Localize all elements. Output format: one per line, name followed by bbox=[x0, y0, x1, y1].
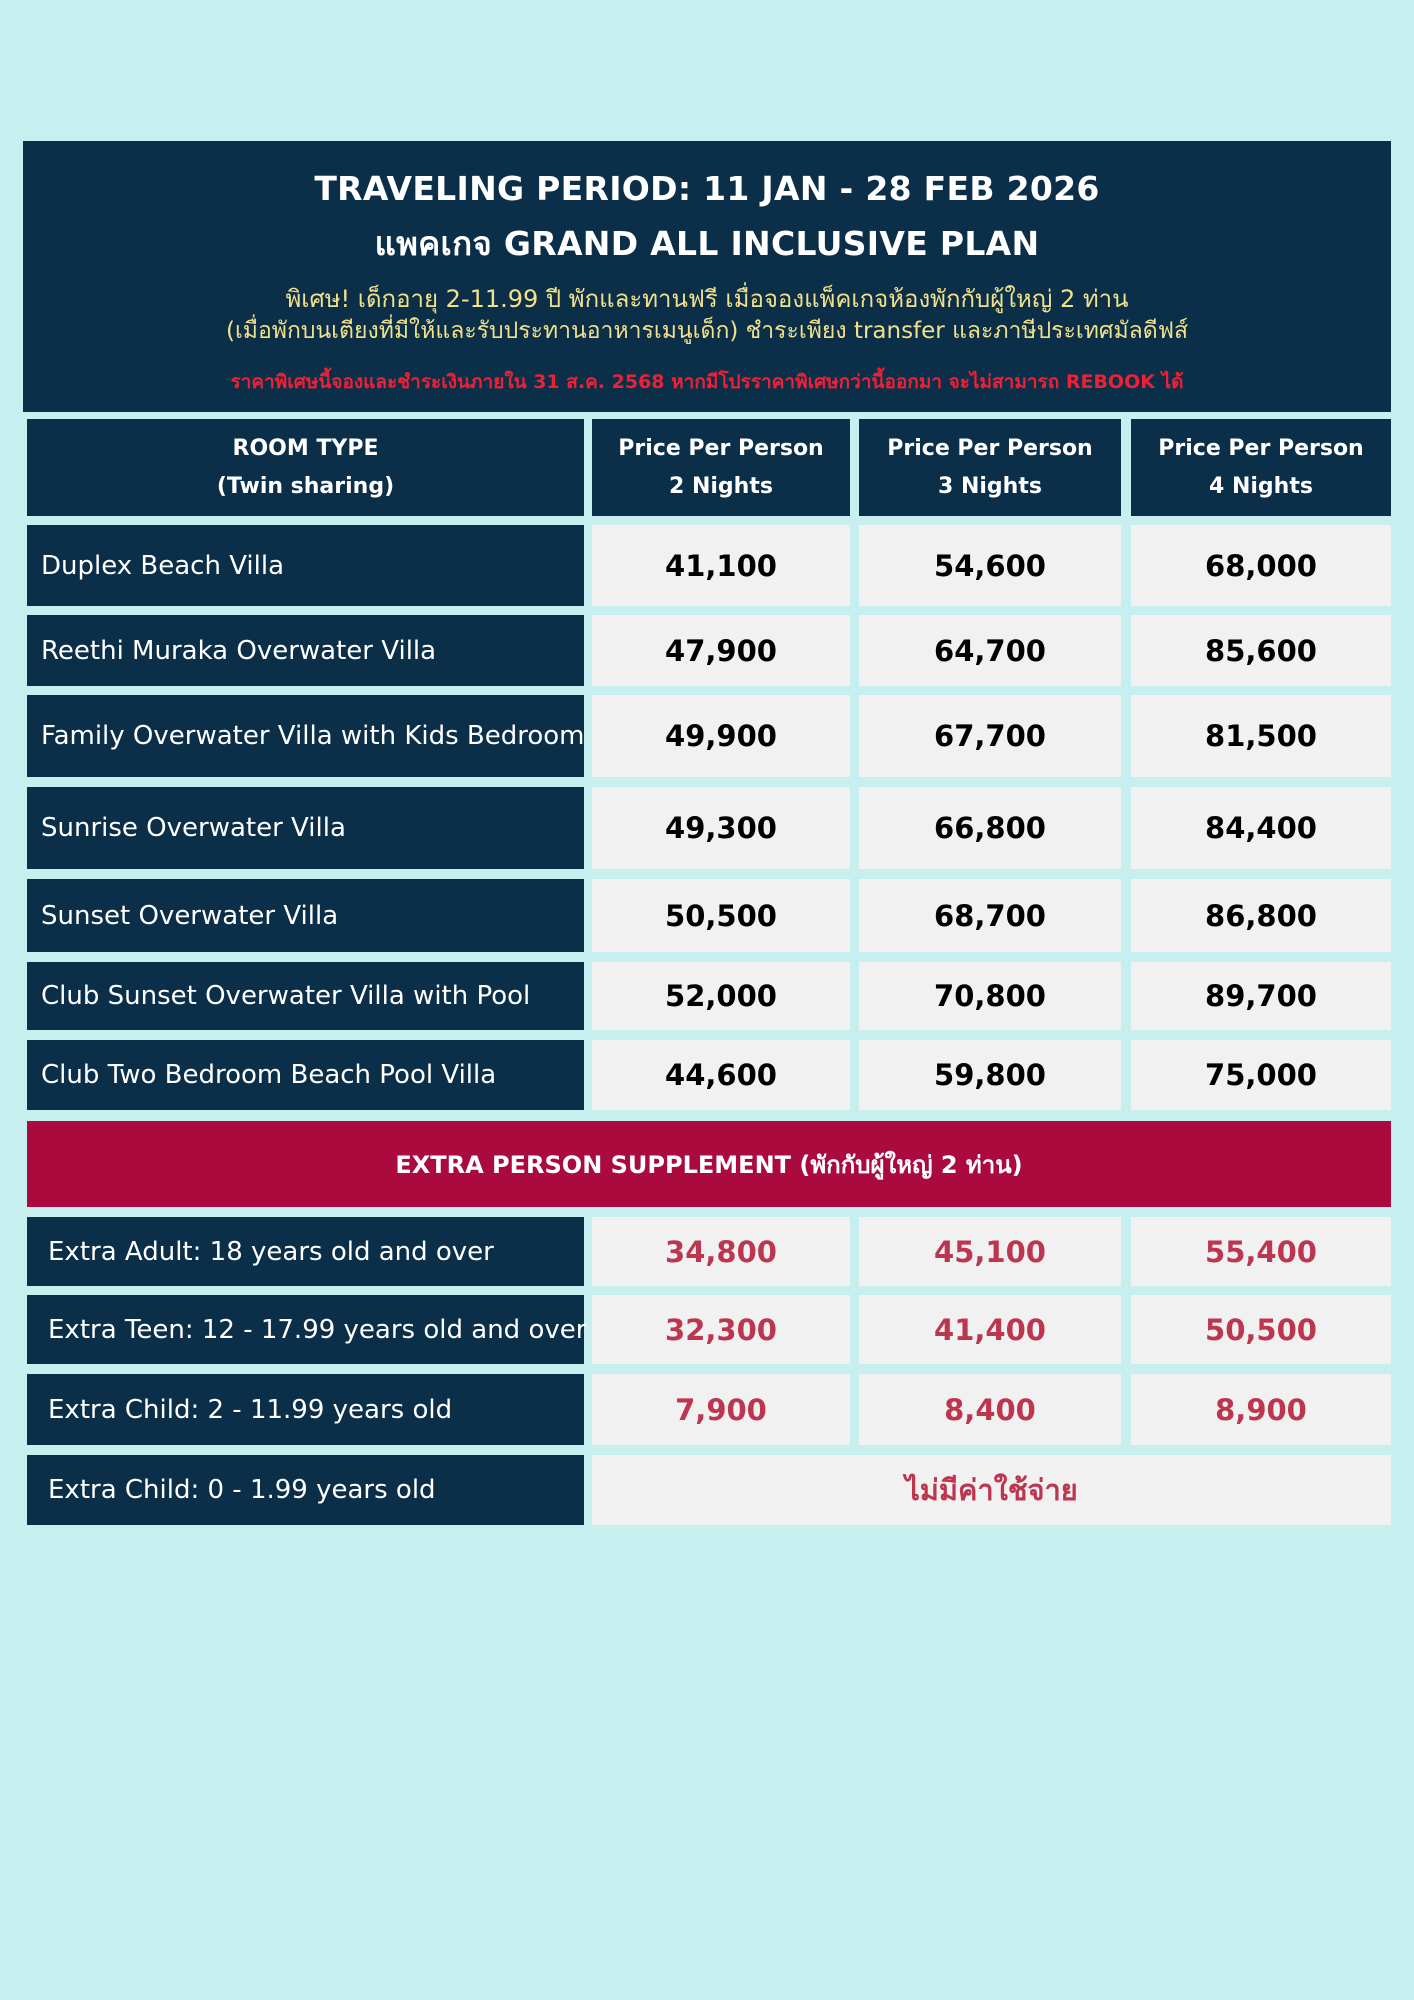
room-name: Reethi Muraka Overwater Villa bbox=[27, 615, 584, 686]
column-header-line2: 4 Nights bbox=[1209, 473, 1313, 499]
supplement-price-3-nights: 45,100 bbox=[859, 1217, 1121, 1286]
supplement-price-4-nights: 55,400 bbox=[1131, 1217, 1391, 1286]
extra-person-supplement-banner: EXTRA PERSON SUPPLEMENT (พักกับผู้ใหญ่ 2 ท่าน) bbox=[27, 1121, 1391, 1207]
supplement-label: Extra Child: 0 - 1.99 years old bbox=[27, 1455, 584, 1525]
price-2-nights: 44,600 bbox=[592, 1040, 850, 1110]
price-3-nights: 54,600 bbox=[859, 525, 1121, 606]
supplement-price-2-nights: 34,800 bbox=[592, 1217, 850, 1286]
supplement-price-4-nights: 8,900 bbox=[1131, 1374, 1391, 1445]
column-header-3-nights bbox=[859, 419, 1121, 516]
price-3-nights: 66,800 bbox=[859, 787, 1121, 869]
column-header-room-type bbox=[27, 419, 584, 516]
price-4-nights: 81,500 bbox=[1131, 695, 1391, 777]
column-header-line1: ROOM TYPE bbox=[232, 435, 379, 461]
column-header-2-nights bbox=[592, 419, 850, 516]
supplement-price-4-nights: 50,500 bbox=[1131, 1295, 1391, 1364]
room-name: Sunset Overwater Villa bbox=[27, 879, 584, 952]
room-name: Family Overwater Villa with Kids Bedroom bbox=[27, 695, 584, 777]
price-3-nights: 70,800 bbox=[859, 962, 1121, 1030]
room-name: Sunrise Overwater Villa bbox=[27, 787, 584, 869]
price-4-nights: 75,000 bbox=[1131, 1040, 1391, 1110]
column-header-line1: Price Per Person bbox=[887, 435, 1093, 461]
supplement-label: Extra Teen: 12 - 17.99 years old and over bbox=[27, 1295, 584, 1364]
price-2-nights: 41,100 bbox=[592, 525, 850, 606]
column-header-line2: (Twin sharing) bbox=[216, 473, 395, 499]
supplement-price-2-nights: 7,900 bbox=[592, 1374, 850, 1445]
price-3-nights: 64,700 bbox=[859, 615, 1121, 686]
price-3-nights: 68,700 bbox=[859, 879, 1121, 952]
supplement-price-3-nights: 8,400 bbox=[859, 1374, 1121, 1445]
price-2-nights: 49,300 bbox=[592, 787, 850, 869]
column-header-line2: 2 Nights bbox=[669, 473, 773, 499]
supplement-price-2-nights: 32,300 bbox=[592, 1295, 850, 1364]
supplement-label: Extra Child: 2 - 11.99 years old bbox=[27, 1374, 584, 1445]
room-name: Club Sunset Overwater Villa with Pool bbox=[27, 962, 584, 1030]
price-2-nights: 49,900 bbox=[592, 695, 850, 777]
booking-deadline-warning: ราคาพิเศษนี้จองและชำระเงินภายใน 31 ส.ค. 2568 หากมีโปรราคาพิเศษกว่านี้ออกมา จะไม่สามารถ REBOOK ได้ bbox=[230, 371, 1184, 393]
column-header-line2: 3 Nights bbox=[938, 473, 1042, 499]
package-header bbox=[23, 141, 1391, 412]
price-4-nights: 84,400 bbox=[1131, 787, 1391, 869]
traveling-period-title: TRAVELING PERIOD: 11 JAN - 28 FEB 2026 bbox=[314, 169, 1100, 208]
package-name-title: แพคเกจ GRAND ALL INCLUSIVE PLAN bbox=[374, 224, 1040, 263]
price-2-nights: 52,000 bbox=[592, 962, 850, 1030]
price-2-nights: 47,900 bbox=[592, 615, 850, 686]
column-header-line1: Price Per Person bbox=[1158, 435, 1364, 461]
room-name: Duplex Beach Villa bbox=[27, 525, 584, 606]
price-2-nights: 50,500 bbox=[592, 879, 850, 952]
price-4-nights: 85,600 bbox=[1131, 615, 1391, 686]
room-name: Club Two Bedroom Beach Pool Villa bbox=[27, 1040, 584, 1110]
supplement-label: Extra Adult: 18 years old and over bbox=[27, 1217, 584, 1286]
column-header-4-nights bbox=[1131, 419, 1391, 516]
column-header-line1: Price Per Person bbox=[618, 435, 824, 461]
price-3-nights: 67,700 bbox=[859, 695, 1121, 777]
supplement-price-3-nights: 41,400 bbox=[859, 1295, 1121, 1364]
promo-text-line2: (เมื่อพักบนเตียงที่มีให้และรับประทานอาหารเมนูเด็ก) ชำระเพียง transfer และภาษีประเทศมัลดีฟส์ bbox=[225, 318, 1189, 344]
promo-text-line1: พิเศษ! เด็กอายุ 2-11.99 ปี พักและทานฟรี เมื่อจองแพ็คเกจห้องพักกับผู้ใหญ่ 2 ท่าน bbox=[285, 285, 1129, 313]
price-4-nights: 86,800 bbox=[1131, 879, 1391, 952]
price-4-nights: 89,700 bbox=[1131, 962, 1391, 1030]
price-4-nights: 68,000 bbox=[1131, 525, 1391, 606]
price-3-nights: 59,800 bbox=[859, 1040, 1121, 1110]
supplement-free-text: ไม่มีค่าใช้จ่าย bbox=[592, 1455, 1391, 1525]
